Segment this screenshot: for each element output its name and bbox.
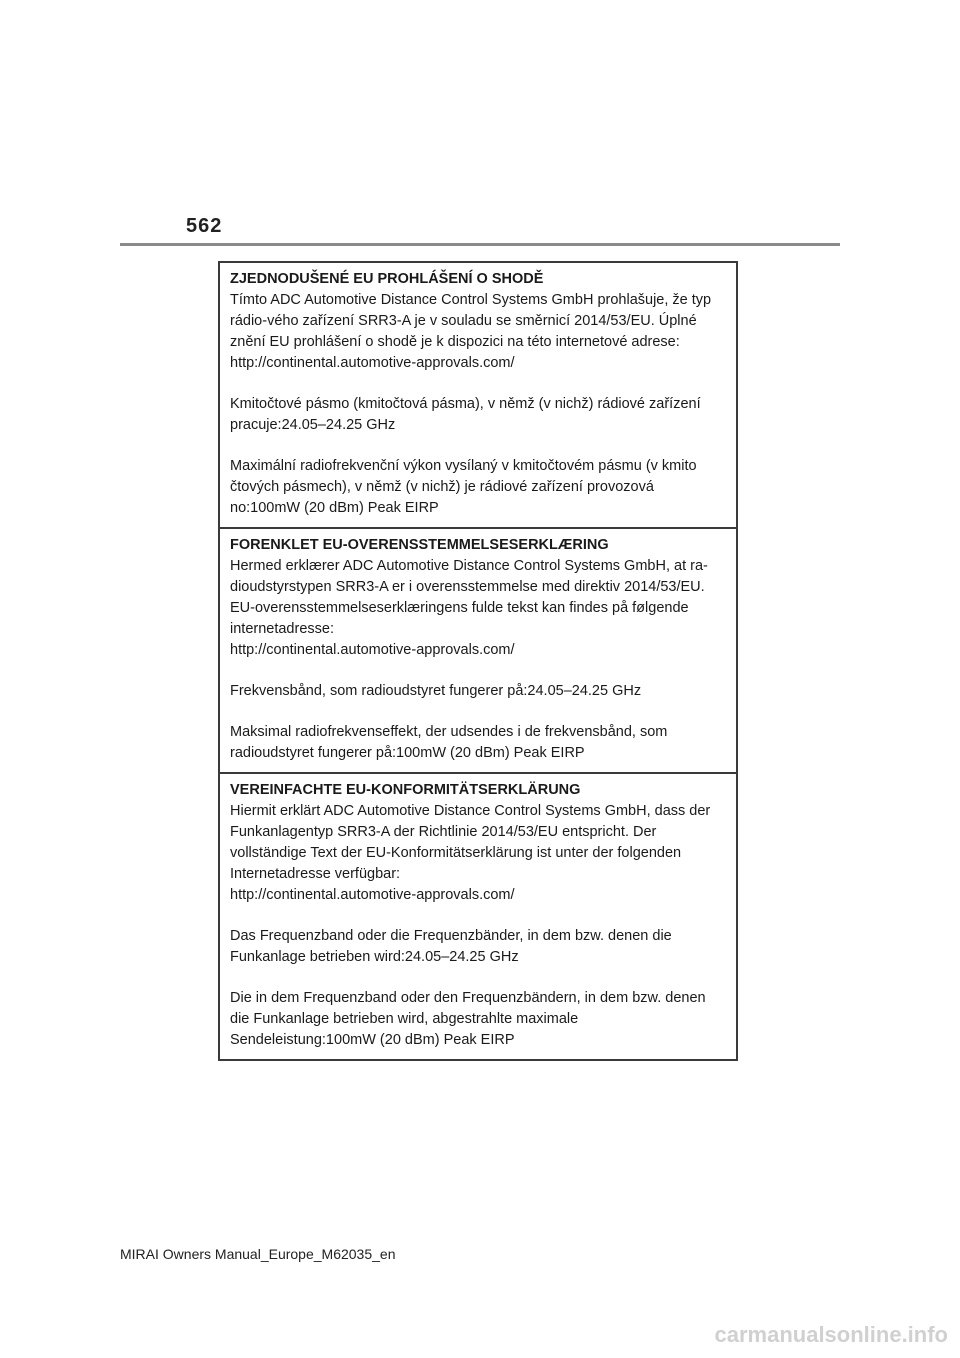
header-rule [120, 243, 840, 246]
watermark: carmanualsonline.info [714, 1322, 948, 1347]
section-paragraph: Maksimal radiofrekvenseffekt, der udsendes i de frekvensbånd, som radioudstyret fungerer på:100mW (20 dBm) Peak EIRP [230, 724, 668, 761]
section-german [220, 774, 736, 1059]
approvals-url[interactable]: http://continental.automotive-approvals.com/ [230, 642, 515, 658]
section-paragraph: Frekvensbånd, som radioudstyret fungerer på:24.05–24.25 GHz [230, 683, 642, 699]
approvals-url[interactable]: http://continental.automotive-approvals.com/ [230, 887, 515, 903]
page-number: 562 [186, 215, 223, 237]
section-title: FORENKLET EU-OVERENSSTEMMELSESERKLÆRING [230, 537, 609, 553]
section-paragraph: Hiermit erklärt ADC Automotive Distance Control Systems GmbH, dass der Funkanlagentyp SRR3-A der Richtlinie 2014/53/EU entspricht. Der vollständige Text der EU-Konformitätserklärung ist unter der folgenden Internetadresse verfügbar: http://continental.automotive-approvals.com/ [230, 801, 726, 906]
section-paragraph: Kmitočtové pásmo (kmitočtová pásma), v němž (v nichž) rádiové zařízení pracuje:24.05–24.25 GHz [230, 396, 701, 433]
section-danish [220, 529, 736, 774]
section-czech [220, 263, 736, 529]
section-paragraph: Die in dem Frequenzband oder den Frequenzbändern, in dem bzw. denen die Funkanlage betrieben wird, abgestrahlte maximale Sendeleistung:100mW (20 dBm) Peak EIRP [230, 990, 706, 1048]
section-title: VEREINFACHTE EU-KONFORMITÄTSERKLÄRUNG [230, 782, 581, 798]
section-paragraph: Das Frequenzband oder die Frequenzbänder, in dem bzw. denen die Funkanlage betrieben wird:24.05–24.25 GHz [230, 928, 672, 965]
section-paragraph: Maximální radiofrekvenční výkon vysílaný v kmitočtovém pásmu (v kmito čtových pásmech), v němž (v nichž) je rádiové zařízení provozová no:100mW (20 dBm) Peak EIRP [230, 458, 697, 516]
section-paragraph: Tímto ADC Automotive Distance Control Systems GmbH prohlašuje, že typ rádio-vého zařízení SRR3-A je v souladu se směrnicí 2014/53/EU. Úplné znění EU prohlášení o shodě je k dispozici na této internetové adrese: http://continental.automotive-approvals.com/ [230, 290, 726, 374]
section-title: ZJEDNODUŠENÉ EU PROHLÁŠENÍ O SHODĚ [230, 271, 544, 287]
section-paragraph: Hermed erklærer ADC Automotive Distance Control Systems GmbH, at ra-dioudstyrstypen SRR3-A er i overensstemmelse med direktiv 2014/53/EU. EU-overensstemmelseserklæringens fulde tekst kan findes på følgende internetadresse: http://continental.automotive-approvals.com/ [230, 556, 726, 661]
footer-manual-id: MIRAI Owners Manual_Europe_M62035_en [120, 1246, 396, 1262]
approvals-url[interactable]: http://continental.automotive-approvals.com/ [230, 355, 515, 371]
declaration-box [218, 261, 738, 1061]
